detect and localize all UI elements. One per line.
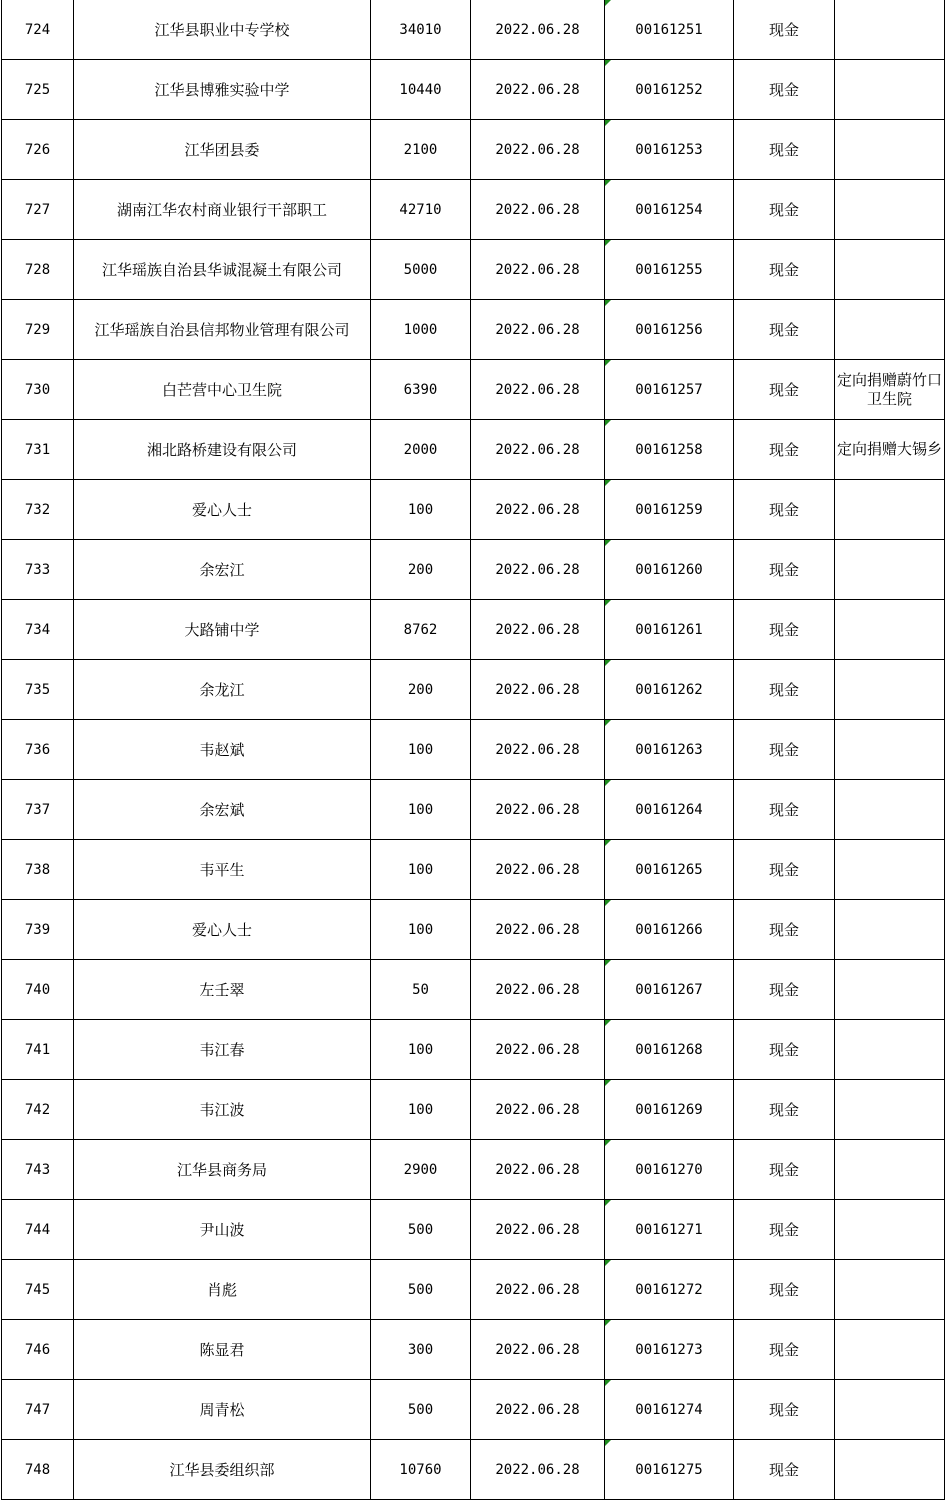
receipt-number-text: 00161269 [635,1101,703,1118]
cell-marker-icon [605,360,611,366]
cell-marker-icon [605,1080,611,1086]
receipt-number-cell [605,1140,734,1200]
date-cell: 2022.06.28 [471,180,605,240]
receipt-number-text: 00161253 [635,141,703,158]
amount-cell: 10760 [371,1440,471,1500]
row-number-cell: 735 [2,660,74,720]
row-number-cell: 737 [2,780,74,840]
cell-marker-icon [605,960,611,966]
table-row [2,600,945,660]
receipt-number-cell [605,1200,734,1260]
receipt-number-text: 00161252 [635,81,703,98]
payment-method-cell: 现金 [734,840,835,900]
date-cell: 2022.06.28 [471,1080,605,1140]
receipt-number-text: 00161258 [635,441,703,458]
note-cell [835,840,945,900]
date-cell: 2022.06.28 [471,0,605,60]
row-number-cell: 742 [2,1080,74,1140]
table-row [2,960,945,1020]
payment-method-cell: 现金 [734,900,835,960]
amount-cell: 300 [371,1320,471,1380]
cell-marker-icon [605,1200,611,1206]
donor-name-cell: 余龙江 [74,660,371,720]
donor-name-cell: 白芒营中心卫生院 [74,360,371,420]
donor-name-cell: 江华瑶族自治县华诚混凝土有限公司 [74,240,371,300]
note-cell [835,1380,945,1440]
receipt-number-text: 00161251 [635,21,703,38]
amount-cell: 500 [371,1260,471,1320]
payment-method-cell: 现金 [734,1080,835,1140]
table-row [2,60,945,120]
donation-table [1,0,945,1500]
table-row [2,1260,945,1320]
payment-method-cell: 现金 [734,540,835,600]
date-cell: 2022.06.28 [471,1260,605,1320]
note-cell [835,0,945,60]
cell-marker-icon [605,1260,611,1266]
table-row [2,240,945,300]
row-number-cell: 728 [2,240,74,300]
amount-cell: 100 [371,480,471,540]
receipt-number-cell [605,1320,734,1380]
amount-cell: 42710 [371,180,471,240]
row-number-cell: 748 [2,1440,74,1500]
receipt-number-text: 00161273 [635,1341,703,1358]
receipt-number-text: 00161254 [635,201,703,218]
table-row [2,1200,945,1260]
amount-cell: 10440 [371,60,471,120]
receipt-number-text: 00161268 [635,1041,703,1058]
cell-marker-icon [605,660,611,666]
date-cell: 2022.06.28 [471,900,605,960]
donor-name-cell: 爱心人士 [74,900,371,960]
date-cell: 2022.06.28 [471,1200,605,1260]
row-number-cell: 745 [2,1260,74,1320]
cell-marker-icon [605,1380,611,1386]
receipt-number-cell [605,1260,734,1320]
receipt-number-text: 00161274 [635,1401,703,1418]
note-cell [835,180,945,240]
cell-marker-icon [605,120,611,126]
donor-name-cell: 韦赵斌 [74,720,371,780]
row-number-cell: 747 [2,1380,74,1440]
amount-cell: 500 [371,1380,471,1440]
table-body [2,0,945,1500]
amount-cell: 200 [371,540,471,600]
row-number-cell: 731 [2,420,74,480]
row-number-cell: 741 [2,1020,74,1080]
table-row [2,180,945,240]
note-cell [835,1320,945,1380]
receipt-number-cell [605,240,734,300]
note-cell [835,240,945,300]
amount-cell: 100 [371,780,471,840]
donor-name-cell: 余宏斌 [74,780,371,840]
receipt-number-cell [605,780,734,840]
amount-cell: 100 [371,720,471,780]
cell-marker-icon [605,420,611,426]
date-cell: 2022.06.28 [471,1020,605,1080]
row-number-cell: 724 [2,0,74,60]
receipt-number-cell [605,120,734,180]
row-number-cell: 744 [2,1200,74,1260]
payment-method-cell: 现金 [734,660,835,720]
payment-method-cell: 现金 [734,1140,835,1200]
date-cell: 2022.06.28 [471,720,605,780]
cell-marker-icon [605,1320,611,1326]
note-cell [835,1020,945,1080]
receipt-number-text: 00161265 [635,861,703,878]
receipt-number-cell [605,840,734,900]
table-row [2,720,945,780]
donor-name-cell: 左壬翠 [74,960,371,1020]
payment-method-cell: 现金 [734,360,835,420]
receipt-number-cell [605,0,734,60]
note-cell: 定向捐赠大锡乡 [835,420,945,480]
note-cell [835,60,945,120]
receipt-number-cell [605,660,734,720]
cell-marker-icon [605,1020,611,1026]
amount-cell: 2100 [371,120,471,180]
date-cell: 2022.06.28 [471,1140,605,1200]
receipt-number-cell [605,600,734,660]
amount-cell: 5000 [371,240,471,300]
donor-name-cell: 爱心人士 [74,480,371,540]
receipt-number-cell [605,60,734,120]
payment-method-cell: 现金 [734,780,835,840]
donor-name-cell: 肖彪 [74,1260,371,1320]
receipt-number-cell [605,1380,734,1440]
note-cell [835,720,945,780]
row-number-cell: 743 [2,1140,74,1200]
donor-name-cell: 湘北路桥建设有限公司 [74,420,371,480]
receipt-number-text: 00161267 [635,981,703,998]
donor-name-cell: 周青松 [74,1380,371,1440]
table-row [2,420,945,480]
note-cell [835,1140,945,1200]
receipt-number-text: 00161259 [635,501,703,518]
donor-name-cell: 余宏江 [74,540,371,600]
cell-marker-icon [605,480,611,486]
row-number-cell: 739 [2,900,74,960]
cell-marker-icon [605,900,611,906]
receipt-number-cell [605,1440,734,1500]
receipt-number-cell [605,1080,734,1140]
receipt-number-text: 00161263 [635,741,703,758]
note-cell [835,1260,945,1320]
payment-method-cell: 现金 [734,1020,835,1080]
cell-marker-icon [605,180,611,186]
receipt-number-cell [605,540,734,600]
row-number-cell: 727 [2,180,74,240]
donor-name-cell: 江华瑶族自治县信邦物业管理有限公司 [74,300,371,360]
table-row [2,780,945,840]
table-row [2,300,945,360]
payment-method-cell: 现金 [734,720,835,780]
cell-marker-icon [605,600,611,606]
payment-method-cell: 现金 [734,60,835,120]
amount-cell: 2000 [371,420,471,480]
receipt-number-text: 00161270 [635,1161,703,1178]
note-cell [835,1200,945,1260]
amount-cell: 100 [371,840,471,900]
table-row [2,1140,945,1200]
payment-method-cell: 现金 [734,420,835,480]
date-cell: 2022.06.28 [471,240,605,300]
amount-cell: 100 [371,900,471,960]
row-number-cell: 730 [2,360,74,420]
donor-name-cell: 江华团县委 [74,120,371,180]
row-number-cell: 729 [2,300,74,360]
cell-marker-icon [605,0,611,6]
cell-marker-icon [605,540,611,546]
note-cell [835,300,945,360]
payment-method-cell: 现金 [734,1320,835,1380]
row-number-cell: 733 [2,540,74,600]
date-cell: 2022.06.28 [471,780,605,840]
table-row [2,120,945,180]
amount-cell: 500 [371,1200,471,1260]
receipt-number-text: 00161257 [635,381,703,398]
receipt-number-cell [605,720,734,780]
amount-cell: 100 [371,1080,471,1140]
cell-marker-icon [605,1140,611,1146]
receipt-number-text: 00161256 [635,321,703,338]
date-cell: 2022.06.28 [471,300,605,360]
payment-method-cell: 现金 [734,1440,835,1500]
donor-name-cell: 韦江春 [74,1020,371,1080]
note-cell [835,120,945,180]
date-cell: 2022.06.28 [471,480,605,540]
date-cell: 2022.06.28 [471,960,605,1020]
table-row [2,1020,945,1080]
payment-method-cell: 现金 [734,1380,835,1440]
date-cell: 2022.06.28 [471,420,605,480]
date-cell: 2022.06.28 [471,540,605,600]
amount-cell: 6390 [371,360,471,420]
table-row [2,480,945,540]
payment-method-cell: 现金 [734,0,835,60]
donor-name-cell: 尹山波 [74,1200,371,1260]
payment-method-cell: 现金 [734,240,835,300]
receipt-number-text: 00161255 [635,261,703,278]
cell-marker-icon [605,720,611,726]
donor-name-cell: 陈显君 [74,1320,371,1380]
receipt-number-cell [605,480,734,540]
table-row [2,660,945,720]
payment-method-cell: 现金 [734,600,835,660]
payment-method-cell: 现金 [734,120,835,180]
table-row [2,900,945,960]
receipt-number-cell [605,180,734,240]
date-cell: 2022.06.28 [471,1320,605,1380]
receipt-number-text: 00161266 [635,921,703,938]
note-cell [835,960,945,1020]
amount-cell: 200 [371,660,471,720]
receipt-number-text: 00161264 [635,801,703,818]
receipt-number-cell [605,300,734,360]
cell-marker-icon [605,1440,611,1446]
date-cell: 2022.06.28 [471,840,605,900]
amount-cell: 8762 [371,600,471,660]
table-row [2,360,945,420]
note-cell: 定向捐赠蔚竹口卫生院 [835,360,945,420]
row-number-cell: 736 [2,720,74,780]
note-cell [835,660,945,720]
note-cell [835,900,945,960]
date-cell: 2022.06.28 [471,120,605,180]
cell-marker-icon [605,840,611,846]
donor-name-cell: 湖南江华农村商业银行干部职工 [74,180,371,240]
receipt-number-cell [605,1020,734,1080]
note-cell [835,540,945,600]
payment-method-cell: 现金 [734,180,835,240]
donor-name-cell: 江华县博雅实验中学 [74,60,371,120]
table-row [2,1440,945,1500]
note-cell [835,480,945,540]
row-number-cell: 738 [2,840,74,900]
receipt-number-text: 00161271 [635,1221,703,1238]
table-row [2,540,945,600]
payment-method-cell: 现金 [734,960,835,1020]
date-cell: 2022.06.28 [471,660,605,720]
row-number-cell: 740 [2,960,74,1020]
amount-cell: 2900 [371,1140,471,1200]
payment-method-cell: 现金 [734,1260,835,1320]
payment-method-cell: 现金 [734,300,835,360]
table-row [2,1320,945,1380]
row-number-cell: 746 [2,1320,74,1380]
donor-name-cell: 江华县商务局 [74,1140,371,1200]
amount-cell: 1000 [371,300,471,360]
donor-name-cell: 大路铺中学 [74,600,371,660]
note-cell [835,600,945,660]
note-cell [835,780,945,840]
cell-marker-icon [605,60,611,66]
table-row [2,840,945,900]
donor-name-cell: 韦江波 [74,1080,371,1140]
cell-marker-icon [605,300,611,306]
row-number-cell: 726 [2,120,74,180]
table-row [2,1380,945,1440]
date-cell: 2022.06.28 [471,60,605,120]
donor-name-cell: 江华县职业中专学校 [74,0,371,60]
note-cell [835,1080,945,1140]
date-cell: 2022.06.28 [471,360,605,420]
payment-method-cell: 现金 [734,1200,835,1260]
row-number-cell: 734 [2,600,74,660]
amount-cell: 50 [371,960,471,1020]
donor-name-cell: 江华县委组织部 [74,1440,371,1500]
receipt-number-text: 00161272 [635,1281,703,1298]
row-number-cell: 732 [2,480,74,540]
receipt-number-cell [605,360,734,420]
receipt-number-cell [605,900,734,960]
receipt-number-text: 00161261 [635,621,703,638]
receipt-number-cell [605,960,734,1020]
table-row [2,1080,945,1140]
donor-name-cell: 韦平生 [74,840,371,900]
receipt-number-text: 00161275 [635,1461,703,1478]
receipt-number-cell [605,420,734,480]
note-cell [835,1440,945,1500]
payment-method-cell: 现金 [734,480,835,540]
receipt-number-text: 00161260 [635,561,703,578]
receipt-number-text: 00161262 [635,681,703,698]
amount-cell: 34010 [371,0,471,60]
row-number-cell: 725 [2,60,74,120]
cell-marker-icon [605,240,611,246]
date-cell: 2022.06.28 [471,1440,605,1500]
date-cell: 2022.06.28 [471,1380,605,1440]
table-row [2,0,945,60]
date-cell: 2022.06.28 [471,600,605,660]
amount-cell: 100 [371,1020,471,1080]
cell-marker-icon [605,780,611,786]
